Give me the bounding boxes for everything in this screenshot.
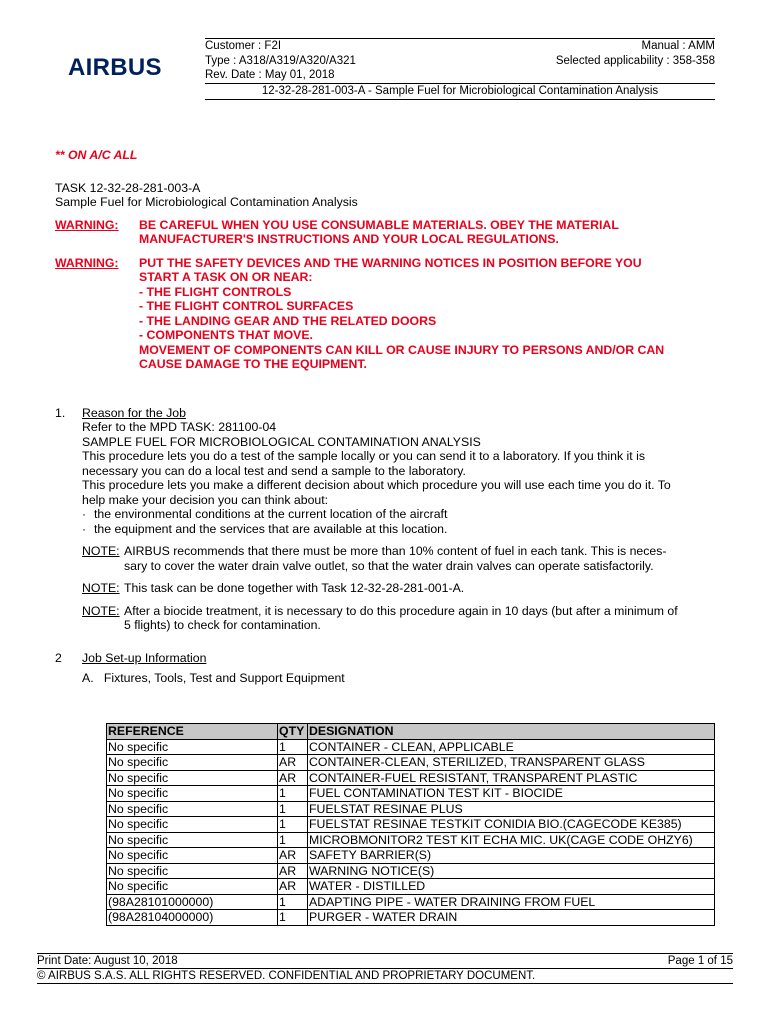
type-field: Type : A318/A319/A320/A321 (205, 54, 356, 67)
warning-line: - COMPONENTS THAT MOVE. (139, 328, 313, 342)
cell-qty: AR (278, 755, 308, 771)
section-number: 1. (55, 405, 66, 420)
cell-qty: 1 (278, 739, 308, 755)
cell-reference: No specific (107, 770, 278, 786)
header-row-2 (205, 54, 715, 69)
customer-field: Customer : F2I (205, 40, 282, 52)
cell-reference: No specific (107, 832, 278, 848)
warning-2 (55, 256, 715, 372)
cell-designation: CONTAINER-FUEL RESISTANT, TRANSPARENT PLASTIC (308, 770, 715, 786)
warning-line: START A TASK ON OR NEAR: (139, 270, 313, 284)
column-header-qty: QTY (278, 724, 308, 740)
table-row (107, 848, 715, 864)
table-row (107, 770, 715, 786)
tools-table (106, 723, 715, 926)
note-label: NOTE: (82, 581, 120, 595)
section-line: This procedure lets you do a test of the sample locally or you can send it to a laboratory. If you think it is (82, 449, 645, 463)
footer-row (37, 953, 733, 968)
warning-line: - THE FLIGHT CONTROLS (139, 284, 292, 299)
print-date: Print Date: August 10, 2018 (37, 955, 178, 967)
column-header-designation: DESIGNATION (308, 724, 715, 740)
cell-reference: No specific (107, 848, 278, 864)
cell-reference: No specific (107, 786, 278, 802)
cell-designation: FUELSTAT RESINAE TESTKIT CONIDIA BIO.(CAGECODE KE385) (308, 817, 715, 833)
cell-designation: WATER - DISTILLED (308, 879, 715, 895)
table-row (107, 910, 715, 926)
section-line: SAMPLE FUEL FOR MICROBIOLOGICAL CONTAMINATION ANALYSIS (82, 434, 481, 449)
cell-designation: ADAPTING PIPE - WATER DRAINING FROM FUEL (308, 894, 715, 910)
cell-reference: No specific (107, 755, 278, 771)
table-row (107, 832, 715, 848)
column-header-reference: REFERENCE (107, 724, 278, 740)
cell-reference: No specific (107, 879, 278, 895)
note-3: NOTE: After a biocide treatment, it is necessary to do this procedure again in 10 days (but after a minimum of 5 flights) to check for contamination. (82, 603, 678, 632)
document-body (55, 148, 715, 686)
note-2: NOTE: This task can be done together with Task 12-32-28-281-001-A. (82, 581, 465, 595)
cell-designation: CONTAINER - CLEAN, APPLICABLE (308, 739, 715, 755)
section-job-setup (55, 651, 715, 686)
section-reason (55, 406, 715, 633)
cell-designation: CONTAINER-CLEAN, STERILIZED, TRANSPARENT GLASS (308, 755, 715, 771)
table-row (107, 786, 715, 802)
section-line: Refer to the MPD TASK: 281100-04 (82, 420, 277, 434)
cell-designation: WARNING NOTICE(S) (308, 863, 715, 879)
copyright-notice: © AIRBUS S.A.S. ALL RIGHTS RESERVED. CONFIDENTIAL AND PROPRIETARY DOCUMENT. (37, 968, 733, 984)
cell-qty: AR (278, 879, 308, 895)
cell-qty: 1 (278, 786, 308, 802)
warning-line: - THE LANDING GEAR AND THE RELATED DOORS (139, 313, 437, 328)
section-title: Job Set-up Information (82, 650, 207, 665)
warning-label: WARNING: (55, 255, 119, 270)
airbus-logo: AIRBUS (68, 54, 162, 81)
task-name: Sample Fuel for Microbiological Contamination Analysis (55, 195, 358, 209)
cell-qty: 1 (278, 894, 308, 910)
cell-reference: No specific (107, 801, 278, 817)
table-row (107, 739, 715, 755)
warning-1 (55, 218, 715, 247)
warning-line: MOVEMENT OF COMPONENTS CAN KILL OR CAUSE INJURY TO PERSONS AND/OR CAN (139, 342, 665, 357)
table-row (107, 879, 715, 895)
cell-designation: PURGER - WATER DRAIN (308, 910, 715, 926)
cell-designation: MICROBMONITOR2 TEST KIT ECHA MIC. UK(CAGE CODE OHZY6) (308, 832, 715, 848)
note-1: NOTE: AIRBUS recommends that there must be more than 10% content of fuel in each tank. This is neces- sary to cover the water drain valve outlet, so that the water drain valves can operate satisfactorily. (82, 544, 667, 573)
header-task-title: 12-32-28-281-003-A - Sample Fuel for Microbiological Contamination Analysis (205, 83, 715, 101)
cell-qty: AR (278, 863, 308, 879)
cell-reference: No specific (107, 739, 278, 755)
page-header (205, 38, 715, 100)
rev-date-field: Rev. Date : May 01, 2018 (205, 69, 335, 81)
note-label: NOTE: (82, 603, 120, 618)
cell-qty: AR (278, 848, 308, 864)
cell-reference: No specific (107, 863, 278, 879)
section-line: necessary you can do a local test and send a sample to the laboratory. (82, 463, 466, 478)
note-label: NOTE: (82, 544, 120, 558)
warning-line: - THE FLIGHT CONTROL SURFACES (139, 299, 354, 313)
page-footer (37, 953, 733, 984)
section-title: Reason for the Job (82, 405, 186, 420)
manual-field: Manual : AMM (641, 40, 715, 52)
table-row (107, 755, 715, 771)
task-number: TASK 12-32-28-281-003-A (55, 180, 201, 195)
section-line: help make your decision you can think about: (82, 492, 329, 507)
warning-line: MANUFACTURER'S INSTRUCTIONS AND YOUR LOCAL REGULATIONS. (139, 232, 559, 246)
cell-designation: FUELSTAT RESINAE PLUS (308, 801, 715, 817)
applicability-note: ** ON A/C ALL (55, 148, 138, 162)
cell-qty: 1 (278, 910, 308, 926)
cell-qty: 1 (278, 817, 308, 833)
table-header-row (107, 724, 715, 740)
warning-line: CAUSE DAMAGE TO THE EQUIPMENT. (139, 357, 367, 371)
section-number: 2 (55, 650, 62, 665)
list-item: · the environmental conditions at the current location of the aircraft (82, 507, 448, 521)
list-item: · the equipment and the services that are available at this location. (82, 521, 448, 536)
cell-reference: No specific (107, 817, 278, 833)
cell-reference: (98A28104000000) (107, 910, 278, 926)
section-line: This procedure lets you make a different decision about which procedure you will use each time you do it. To (82, 478, 671, 492)
warning-label: WARNING: (55, 217, 119, 232)
cell-designation: SAFETY BARRIER(S) (308, 848, 715, 864)
cell-qty: 1 (278, 832, 308, 848)
subsection-title: A. Fixtures, Tools, Test and Support Equipment (82, 671, 345, 685)
bullet-icon: · (82, 507, 87, 521)
header-row-1 (205, 38, 715, 54)
table-row (107, 894, 715, 910)
table-row (107, 801, 715, 817)
page-number: Page 1 of 15 (667, 955, 733, 967)
cell-qty: AR (278, 770, 308, 786)
applicability-field: Selected applicability : 358-358 (555, 54, 715, 67)
cell-reference: (98A28101000000) (107, 894, 278, 910)
warning-line: PUT THE SAFETY DEVICES AND THE WARNING NOTICES IN POSITION BEFORE YOU (139, 255, 642, 270)
table-row (107, 817, 715, 833)
warning-line: BE CAREFUL WHEN YOU USE CONSUMABLE MATERIALS. OBEY THE MATERIAL (139, 217, 619, 232)
tools-table-body (107, 739, 715, 925)
cell-qty: 1 (278, 801, 308, 817)
bullet-icon: · (82, 521, 87, 536)
cell-designation: FUEL CONTAMINATION TEST KIT - BIOCIDE (308, 786, 715, 802)
table-row (107, 863, 715, 879)
header-row-3 (205, 68, 715, 83)
